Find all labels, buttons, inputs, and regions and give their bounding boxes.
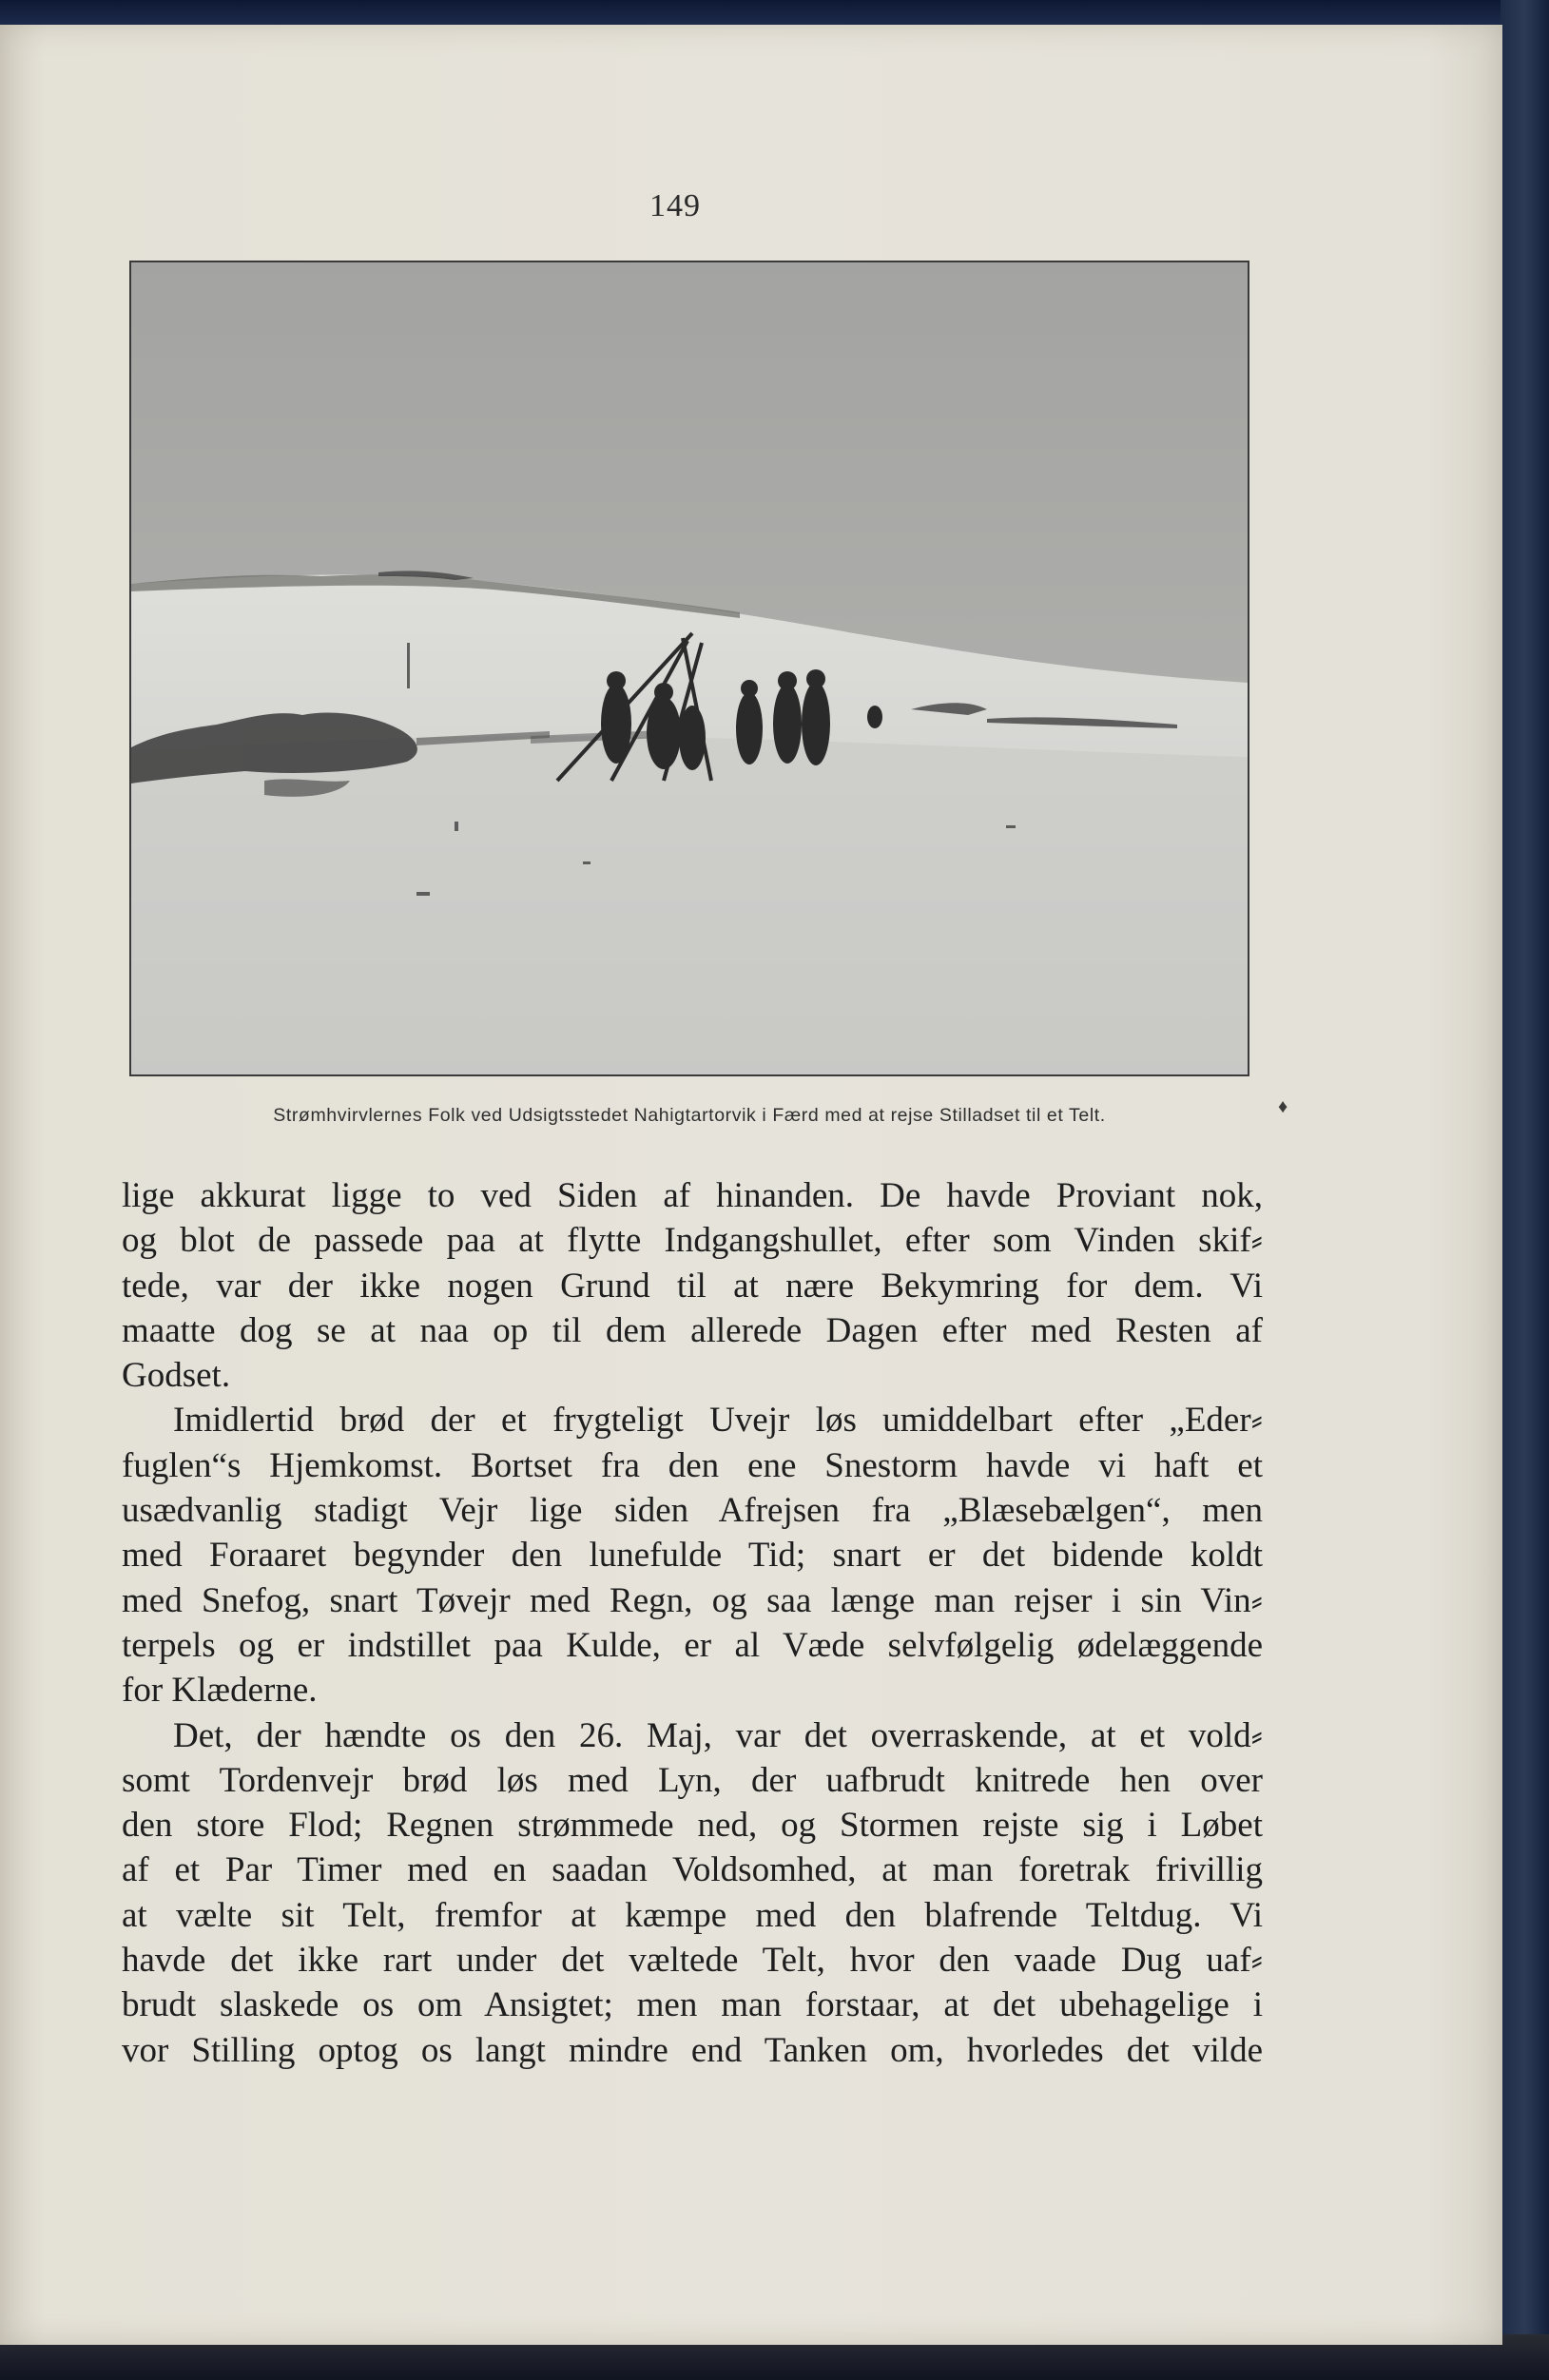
text-line: lige akkurat ligge to ved Siden af hinanden. De havde Proviant nok, <box>122 1176 1263 1215</box>
paragraph <box>122 1173 1263 1398</box>
text-line: vor Stilling optog os langt mindre end Tanken om, hvorledes det vilde <box>122 2030 1263 2070</box>
text-line: somt Tordenvejr brød løs med Lyn, der uafbrudt knitrede hen over <box>122 1760 1263 1800</box>
text-line: at vælte sit Telt, fremfor at kæmpe med den blafrende Teltdug. Vi <box>122 1895 1263 1935</box>
text-line: Godset. <box>122 1356 231 1396</box>
text-line: maatte dog se at naa op til dem allerede Dagen efter med Resten af <box>122 1310 1263 1350</box>
text-line: med Snefog, snart Tøvejr med Regn, og saa længe man rejser i sin Vin⸗ <box>122 1580 1263 1620</box>
stray-printer-mark: ♦ <box>1278 1096 1288 1117</box>
text-line: og blot de passede paa at flytte Indgangshullet, efter som Vinden skif⸗ <box>122 1221 1263 1261</box>
book-cover-right-edge <box>1501 0 1549 2380</box>
photo-snowfield-tent-raising-icon <box>131 262 1248 1074</box>
book-page <box>0 25 1502 2345</box>
page-number: 149 <box>649 188 701 223</box>
text-line: Imidlertid brød der et frygteligt Uvejr løs umiddelbart efter „Eder⸗ <box>173 1401 1263 1441</box>
figure-photograph <box>129 261 1249 1076</box>
text-line: med Foraaret begynder den lunefulde Tid; snart er det bidende koldt <box>122 1536 1263 1576</box>
text-line: tede, var der ikke nogen Grund til at nære Bekymring for dem. Vi <box>122 1266 1263 1306</box>
paragraph <box>122 1713 1263 2073</box>
figure-caption: Strømhvirvlernes Folk ved Udsigtsstedet Nahigtartorvik i Færd med at rejse Stilladset til et Telt. <box>273 1105 1106 1126</box>
text-line: Det, der hændte os den 26. Maj, var det overraskende, at et vold⸗ <box>173 1715 1263 1755</box>
text-line: brudt slaskede os om Ansigtet; men man forstaar, at det ubehagelige i <box>122 1985 1263 2025</box>
text-line: usædvanlig stadigt Vejr lige siden Afrejsen fra „Blæsebælgen“, men <box>122 1491 1263 1531</box>
text-line: terpels og er indstillet paa Kulde, er al Væde selvfølgelig ødelæggende <box>122 1625 1263 1665</box>
text-line: af et Par Timer med en saadan Voldsomhed, at man foretrak frivillig <box>122 1850 1263 1890</box>
paragraph <box>122 1398 1263 1712</box>
text-line: den store Flod; Regnen strømmede ned, og Stormen rejste sig i Løbet <box>122 1806 1263 1846</box>
body-text <box>122 1173 1263 2073</box>
text-line: havde det ikke rart under det væltede Telt, hvor den vaade Dug uaf⸗ <box>122 1941 1263 1981</box>
text-line: for Klæderne. <box>122 1671 318 1711</box>
text-line: fuglen“s Hjemkomst. Bortset fra den ene Snestorm havde vi haft et <box>122 1445 1263 1485</box>
